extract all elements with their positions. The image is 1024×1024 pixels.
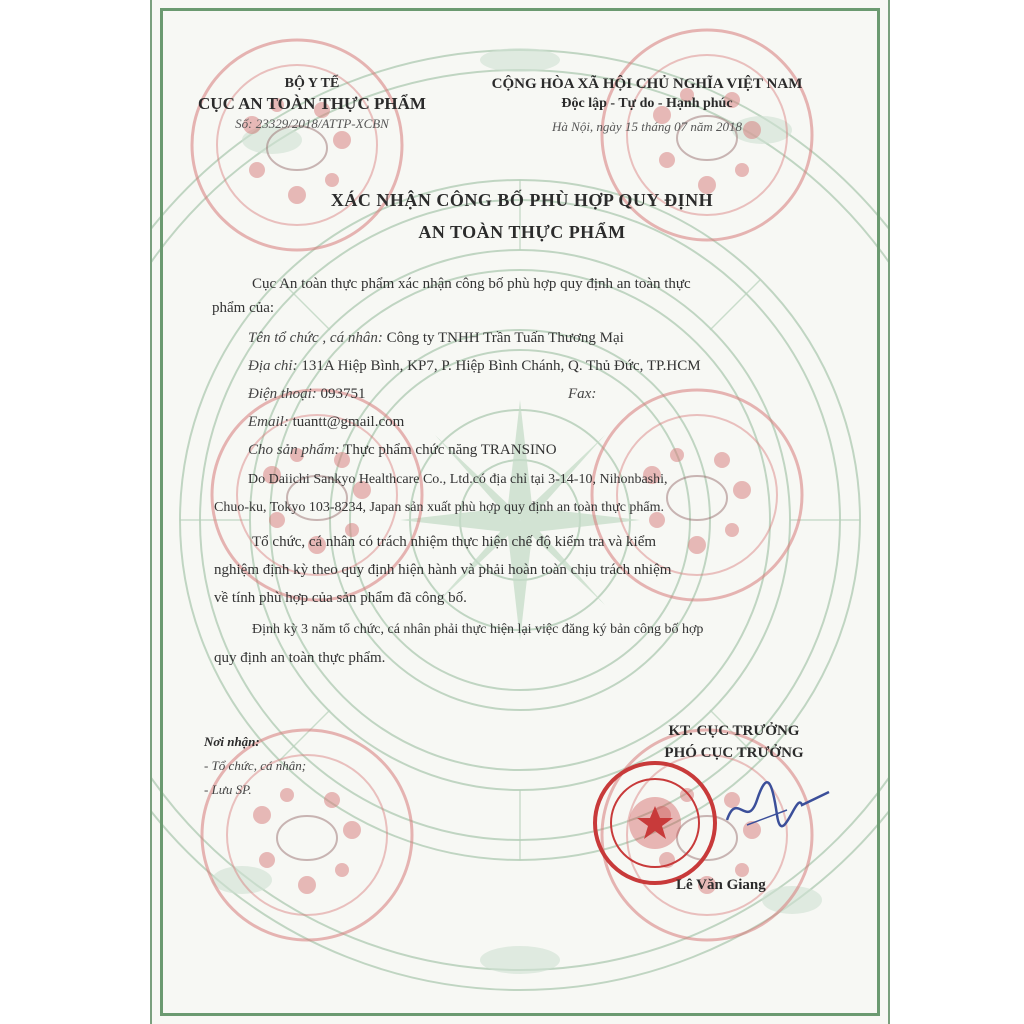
- recipients-block: [204, 730, 306, 802]
- producer-line1: Do Daiichi Sankyo Healthcare Co., Ltd.có địa chỉ tại 3-14-10, Nihonbashi,: [248, 472, 668, 487]
- periodic-line1: Định kỳ 3 năm tổ chức, cá nhân phải thực hiện lại việc đăng ký bản công bố hợp: [252, 622, 704, 637]
- handwritten-signature: [717, 770, 837, 840]
- address-row: [248, 358, 701, 375]
- address-label: Địa chỉ:: [248, 358, 298, 374]
- email-row: [248, 414, 404, 431]
- agency-name: CỤC AN TOÀN THỰC PHẨM: [198, 94, 426, 113]
- phone-row: [248, 386, 366, 403]
- document-title-line2: AN TOÀN THỰC PHẨM: [418, 222, 626, 242]
- signature-title-line1: KT. CỤC TRƯỞNG: [668, 723, 800, 739]
- email-label: Email:: [248, 414, 289, 430]
- address-value: 131A Hiệp Bình, KP7, P. Hiệp Bình Chánh, Q. Thủ Đức, TP.HCM: [301, 358, 701, 374]
- product-label: Cho sản phẩm:: [248, 442, 340, 458]
- fax-label: Fax:: [568, 386, 597, 402]
- issue-date: Hà Nội, ngày 15 tháng 07 năm 2018: [552, 119, 742, 134]
- responsibility-line3: về tính phù hợp của sản phẩm đã công bố.: [214, 590, 467, 606]
- document-number: Số: 23329/2018/ATTP-XCBN: [235, 116, 389, 131]
- official-seal: [590, 758, 720, 888]
- email-value: tuantt@gmail.com: [292, 414, 405, 430]
- phone-label: Điện thoại:: [248, 386, 317, 402]
- org-value: Công ty TNHH Trần Tuấn Thương Mại: [386, 330, 624, 346]
- recipient-item: - Tổ chức, cá nhân;: [204, 758, 307, 773]
- recipients-heading: Nơi nhận:: [204, 734, 260, 749]
- signature-title-line2: PHÓ CỤC TRƯỞNG: [664, 745, 804, 761]
- national-motto: Độc lập - Tự do - Hạnh phúc: [561, 96, 733, 111]
- product-value: Thực phẩm chức năng TRANSINO: [343, 442, 557, 458]
- org-label: Tên tổ chức , cá nhân:: [248, 330, 383, 346]
- national-header-block: [452, 74, 842, 140]
- org-row: [248, 330, 624, 347]
- signer-name: Lê Văn Giang: [676, 877, 766, 893]
- fax-row: [568, 386, 596, 403]
- signature-block: [614, 720, 854, 764]
- recipient-item: - Lưu SP.: [204, 782, 252, 797]
- issuing-agency-block: [192, 74, 432, 134]
- intro-line1: Cục An toàn thực phẩm xác nhận công bố phù hợp quy định an toàn thực: [252, 276, 691, 292]
- responsibility-line1: Tổ chức, cá nhân có trách nhiệm thực hiện chế độ kiểm tra và kiểm: [252, 534, 657, 550]
- nation-name: CỘNG HÒA XÃ HỘI CHỦ NGHĨA VIỆT NAM: [491, 76, 803, 92]
- producer-line2: Chuo-ku, Tokyo 103-8234, Japan sản xuất phù hợp quy định an toàn thực phẩm.: [214, 500, 665, 515]
- document-page: [150, 0, 890, 1024]
- document-title-line1: XÁC NHẬN CÔNG BỐ PHÙ HỢP QUY ĐỊNH: [330, 190, 714, 210]
- responsibility-line2: nghiệm định kỳ theo quy định hiện hành và phải hoàn toàn chịu trách nhiệm: [214, 562, 672, 578]
- product-row: [248, 442, 557, 459]
- ministry-name: BỘ Y TẾ: [284, 76, 340, 91]
- intro-line2: phẩm của:: [212, 300, 275, 316]
- phone-value: 093751: [320, 386, 366, 402]
- periodic-line2: quy định an toàn thực phẩm.: [214, 650, 386, 666]
